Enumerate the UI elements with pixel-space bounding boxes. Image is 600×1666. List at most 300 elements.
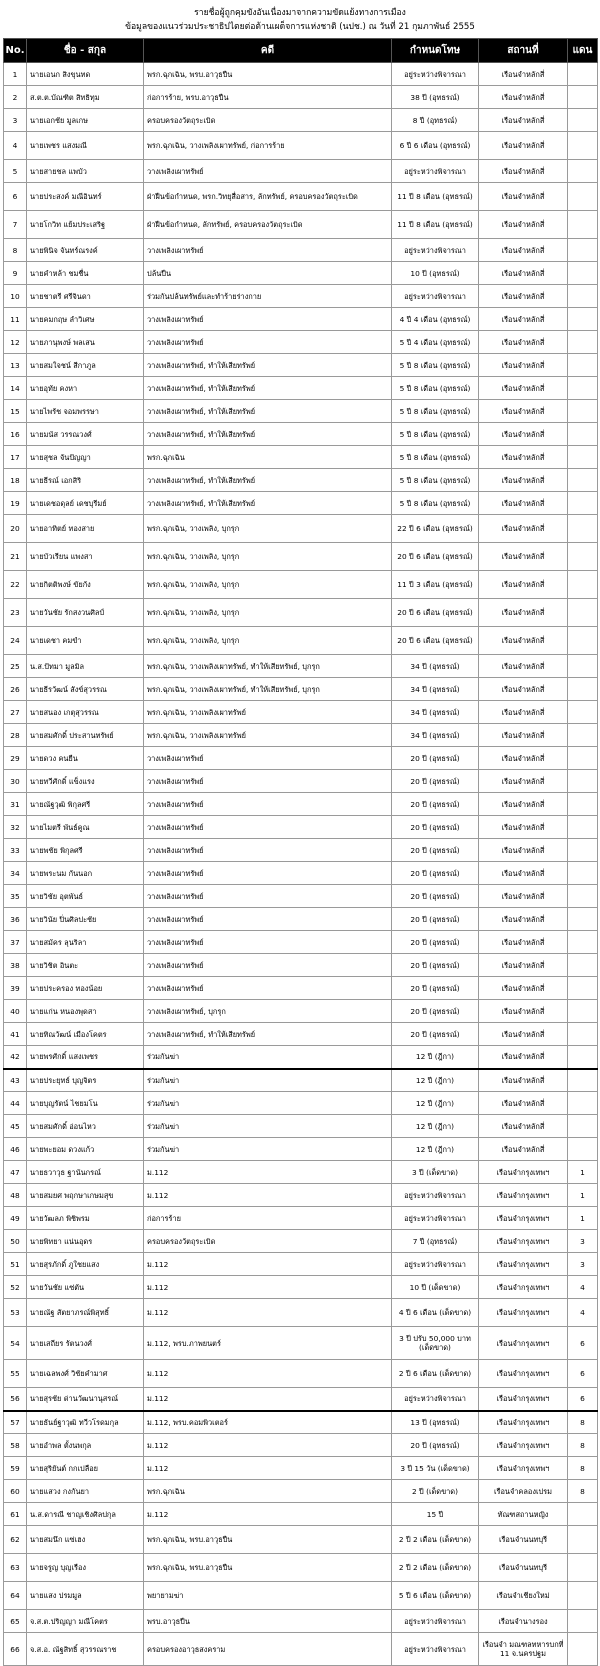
row-case: ม.112 [144,1434,392,1457]
row-number: 46 [4,1138,27,1161]
row-place: เรือนจำกรุงเทพฯ [479,1360,568,1388]
row-name: นายเสถียร รัตนวงศ์ [27,1327,144,1360]
row-name: นายเดชอดุลย์ เดชบุรีมย์ [27,492,144,515]
table-header-row [4,39,598,63]
row-number: 47 [4,1161,27,1184]
row-case: พรก.ฉุกเฉิน, วางเพลิงเผาทรัพย์, ก่อการร้าย [144,132,392,160]
row-term: 12 ปี (ฎีกา) [392,1069,479,1092]
row-zone [568,627,598,655]
row-case: พรก.ฉุกเฉิน, วางเพลิงเผาทรัพย์, ทำให้เสียทรัพย์, บุกรุก [144,678,392,701]
row-name: นายพินิจ จันทร์ณรงค์ [27,239,144,262]
table-row [4,1230,598,1253]
row-number: 6 [4,183,27,211]
table-row [4,1023,598,1046]
row-zone: 8 [568,1411,598,1434]
row-term: 4 ปี 6 เดือน (เด็ดขาด) [392,1299,479,1327]
table-row [4,63,598,86]
table-row [4,160,598,183]
row-name: น.ส.ดารณี ชาญเชิงศิลปกุล [27,1503,144,1526]
row-case: พยายามฆ่า [144,1582,392,1610]
row-place: เรือนจำ มณฑลทหารบกที่ 11 จ.นครปฐม [479,1633,568,1666]
row-number: 61 [4,1503,27,1526]
row-place: เรือนจำกรุงเทพฯ [479,1327,568,1360]
row-case: ม.112 [144,1388,392,1411]
row-name: นายเอกชัย มูลเกษ [27,109,144,132]
row-term: 3 ปี 15 วัน (เด็ดขาด) [392,1457,479,1480]
table-row [4,571,598,599]
row-number: 55 [4,1360,27,1388]
table-row [4,839,598,862]
row-name: นายสุริยันต์ กกเปลือย [27,1457,144,1480]
col-header-no: No. [4,39,27,63]
row-number: 26 [4,678,27,701]
table-row [4,1092,598,1115]
row-place: เรือนจำหลักสี่ [479,770,568,793]
row-term: 34 ปี (อุทธรณ์) [392,655,479,678]
row-zone [568,1046,598,1069]
row-number: 38 [4,954,27,977]
row-term: 15 ปี [392,1503,479,1526]
table-row [4,885,598,908]
row-number: 9 [4,262,27,285]
table-row [4,793,598,816]
row-term: อยู่ระหว่างพิจารณา [392,63,479,86]
row-term: อยู่ระหว่างพิจารณา [392,1207,479,1230]
row-place: เรือนจำหลักสี่ [479,655,568,678]
row-case: ม.112 [144,1360,392,1388]
row-zone: 4 [568,1276,598,1299]
row-case: พรก.ฉุกเฉิน, วางเพลิง, บุกรุก [144,571,392,599]
row-zone [568,86,598,109]
row-number: 37 [4,931,27,954]
row-case: วางเพลิงเผาทรัพย์ [144,308,392,331]
row-term: 12 ปี (ฎีกา) [392,1092,479,1115]
row-zone [568,954,598,977]
row-name: นายอำพล ตั้งนพกุล [27,1434,144,1457]
row-number: 16 [4,423,27,446]
row-zone [568,1610,598,1633]
table-row [4,931,598,954]
row-name: นายอุทัย คงหา [27,377,144,400]
row-number: 49 [4,1207,27,1230]
table-row [4,1138,598,1161]
row-zone [568,400,598,423]
row-case: ฝ่าฝืนข้อกำหนด, ลักทรัพย์, ครอบครองวัตถุระเบิด [144,211,392,239]
row-number: 40 [4,1000,27,1023]
row-number: 45 [4,1115,27,1138]
row-case: พรก.ฉุกเฉิน [144,446,392,469]
row-name: น.ส.ปัทมา มูลมิล [27,655,144,678]
row-case: พรก.ฉุกเฉิน, พรบ.อาวุธปืน [144,63,392,86]
row-number: 27 [4,701,27,724]
row-term: อยู่ระหว่างพิจารณา [392,1388,479,1411]
row-place: เรือนจำหลักสี่ [479,701,568,724]
row-name: นายพระนม กันนอก [27,862,144,885]
row-term: 5 ปี 4 เดือน (อุทธรณ์) [392,331,479,354]
table-row [4,1480,598,1503]
table-row [4,954,598,977]
detainee-table [3,38,598,1666]
document-title: รายชื่อผู้ถูกคุมขังอันเนื่องมาจากความขัดแย้งทางการเมือง [194,8,406,18]
row-zone [568,655,598,678]
row-name: นายสุชล จันปัญญา [27,446,144,469]
row-place: เรือนจำหลักสี่ [479,262,568,285]
col-header-name: ชื่อ - สกุล [27,39,144,63]
row-zone: 6 [568,1327,598,1360]
row-number: 59 [4,1457,27,1480]
table-row [4,977,598,1000]
table-row [4,1207,598,1230]
row-place: เรือนจำหลักสี่ [479,571,568,599]
row-zone [568,160,598,183]
table-row [4,1299,598,1327]
row-number: 13 [4,354,27,377]
row-case: ม.112 [144,1184,392,1207]
row-place: เรือนจำกรุงเทพฯ [479,1184,568,1207]
row-term: 20 ปี 6 เดือน (อุทธรณ์) [392,627,479,655]
row-number: 14 [4,377,27,400]
row-place: เรือนจำหลักสี่ [479,160,568,183]
table-row [4,1000,598,1023]
table-row [4,747,598,770]
table-row [4,1610,598,1633]
row-place: เรือนจำนนทบุรี [479,1526,568,1554]
table-row [4,862,598,885]
row-term: อยู่ระหว่างพิจารณา [392,285,479,308]
row-place: เรือนจำนนทบุรี [479,1554,568,1582]
row-number: 18 [4,469,27,492]
row-case: ม.112 [144,1299,392,1327]
row-number: 4 [4,132,27,160]
table-row [4,354,598,377]
row-case: พรก.ฉุกเฉิน, พรบ.อาวุธปืน [144,1554,392,1582]
row-term: 20 ปี 6 เดือน (อุทธรณ์) [392,599,479,627]
row-case: ร่วมกันฆ่า [144,1092,392,1115]
row-zone [568,931,598,954]
row-term: 6 ปี 6 เดือน (อุทธรณ์) [392,132,479,160]
row-number: 57 [4,1411,27,1434]
row-zone: 3 [568,1253,598,1276]
row-name: นายสุรภักดิ์ ภูใชยแสง [27,1253,144,1276]
row-term: 20 ปี (อุทธรณ์) [392,862,479,885]
table-row [4,1503,598,1526]
table-row [4,331,598,354]
row-number: 10 [4,285,27,308]
table-row [4,701,598,724]
row-case: ปล้นปืน [144,262,392,285]
row-term: 20 ปี (อุทธรณ์) [392,954,479,977]
table-row [4,377,598,400]
row-name: นายดวง คนยืน [27,747,144,770]
row-place: เรือนจำกรุงเทพฯ [479,1434,568,1457]
row-case: ร่วมกันฆ่า [144,1115,392,1138]
row-name: นายวันชัย แซ่ตัน [27,1276,144,1299]
row-name: นายเอนก สิงขุนทด [27,63,144,86]
row-term: 20 ปี (อุทธรณ์) [392,1023,479,1046]
row-case: พรก.ฉุกเฉิน, พรบ.อาวุธปืน [144,1526,392,1554]
row-name: นายสมนึก แซ่เฮง [27,1526,144,1554]
row-zone: 6 [568,1388,598,1411]
row-number: 33 [4,839,27,862]
row-case: วางเพลิงเผาทรัพย์ [144,770,392,793]
row-place: เรือนจำหลักสี่ [479,377,568,400]
table-row [4,1115,598,1138]
row-place: เรือนจำกรุงเทพฯ [479,1388,568,1411]
row-number: 11 [4,308,27,331]
row-number: 2 [4,86,27,109]
row-term: 20 ปี (อุทธรณ์) [392,977,479,1000]
table-row [4,183,598,211]
row-place: เรือนจำหลักสี่ [479,1115,568,1138]
row-place: เรือนจำหลักสี่ [479,1046,568,1069]
row-place: เรือนจำกรุงเทพฯ [479,1253,568,1276]
row-zone [568,1023,598,1046]
row-zone [568,1503,598,1526]
row-zone [568,678,598,701]
row-zone [568,701,598,724]
col-header-zone: แดน [568,39,598,63]
row-zone: 1 [568,1161,598,1184]
row-number: 29 [4,747,27,770]
row-name: นายกิตติพงษ์ ขัยกัง [27,571,144,599]
row-case: ร่วมกันฆ่า [144,1046,392,1069]
row-term: 12 ปี (ฎีกา) [392,1138,479,1161]
row-name: นายสมยศ พฤกษาเกษมสุข [27,1184,144,1207]
row-zone: 1 [568,1184,598,1207]
table-row [4,262,598,285]
row-place: เรือนจำหลักสี่ [479,862,568,885]
table-row [4,1253,598,1276]
row-zone [568,816,598,839]
row-name: นายแก่น หนองพุดสา [27,1000,144,1023]
row-zone [568,599,598,627]
table-row [4,423,598,446]
row-place: เรือนจำหลักสี่ [479,86,568,109]
row-zone: 8 [568,1434,598,1457]
row-name: นายบุญรัตน์ ไชยมโน [27,1092,144,1115]
row-term: 5 ปี 8 เดือน (อุทธรณ์) [392,400,479,423]
row-case: ม.112 [144,1276,392,1299]
row-number: 36 [4,908,27,931]
row-name: จ.ส.ต.ปริญญา มณีโคตร [27,1610,144,1633]
table-row [4,211,598,239]
row-number: 44 [4,1092,27,1115]
table-row [4,908,598,931]
row-term: 3 ปี (เด็ดขาด) [392,1161,479,1184]
row-zone [568,285,598,308]
row-zone: 1 [568,1207,598,1230]
row-case: พรก.ฉุกเฉิน, วางเพลิงเผาทรัพย์ [144,724,392,747]
row-name: นายวิชัย อุตพันธ์ [27,885,144,908]
row-case: ร่วมกันฆ่า [144,1138,392,1161]
row-term: 5 ปี 8 เดือน (อุทธรณ์) [392,446,479,469]
table-row [4,285,598,308]
table-row [4,400,598,423]
row-place: เรือนจำหลักสี่ [479,331,568,354]
row-name: นายสนอง เกตุสุวรรณ [27,701,144,724]
row-name: นายเพชร แสงมณี [27,132,144,160]
row-place: เรือนจำหลักสี่ [479,1000,568,1023]
row-zone [568,211,598,239]
row-name: นายจรูญ บุญเรือง [27,1554,144,1582]
row-place: เรือนจำหลักสี่ [479,1069,568,1092]
row-term: 20 ปี (อุทธรณ์) [392,885,479,908]
table-row [4,1388,598,1411]
row-case: วางเพลิงเผาทรัพย์ [144,839,392,862]
row-place: เรือนจำหลักสี่ [479,627,568,655]
row-zone [568,446,598,469]
col-header-case: คดี [144,39,392,63]
row-number: 52 [4,1276,27,1299]
row-zone [568,183,598,211]
row-zone [568,1554,598,1582]
row-place: เรือนจำหลักสี่ [479,977,568,1000]
row-name: นายณัฐ สัตยาภรณ์พิสุทธิ์ [27,1299,144,1327]
row-term: 2 ปี 2 เดือน (เด็ดขาด) [392,1526,479,1554]
row-name: นายแสง ปรมมูล [27,1582,144,1610]
row-term: 2 ปี 6 เดือน (เด็ดขาด) [392,1360,479,1388]
row-term: 3 ปี ปรับ 50,000 บาท (เด็ดขาด) [392,1327,479,1360]
row-case: วางเพลิงเผาทรัพย์, ทำให้เสียทรัพย์ [144,492,392,515]
table-row [4,1526,598,1554]
row-number: 31 [4,793,27,816]
row-number: 15 [4,400,27,423]
row-zone [568,1138,598,1161]
table-row [4,1327,598,1360]
row-term: 4 ปี 4 เดือน (อุทธรณ์) [392,308,479,331]
row-name: นายวิชิต อินตะ [27,954,144,977]
row-zone [568,747,598,770]
row-zone [568,571,598,599]
row-place: เรือนจำหลักสี่ [479,423,568,446]
table-row [4,724,598,747]
row-name: นายสายชล แพบัว [27,160,144,183]
table-row [4,1046,598,1069]
row-number: 20 [4,515,27,543]
row-place: เรือนจำหลักสี่ [479,931,568,954]
row-zone: 8 [568,1480,598,1503]
table-row [4,515,598,543]
row-number: 24 [4,627,27,655]
row-term: 20 ปี (อุทธรณ์) [392,816,479,839]
row-zone: 4 [568,1299,598,1327]
row-zone [568,770,598,793]
row-place: เรือนจำกรุงเทพฯ [479,1276,568,1299]
row-case: ม.112, พรบ.คอมพิวเตอร์ [144,1411,392,1434]
row-number: 62 [4,1526,27,1554]
row-number: 17 [4,446,27,469]
table-row [4,1276,598,1299]
row-place: เรือนจำกรุงเทพฯ [479,1411,568,1434]
row-name: นายแสวง กงกันยา [27,1480,144,1503]
row-name: นายไพรัช จอมพรรษา [27,400,144,423]
row-name: นายไมตรี พันธ์คูณ [27,816,144,839]
row-place: เรือนจำหลักสี่ [479,885,568,908]
row-name: นายประครอง ทองน้อย [27,977,144,1000]
row-number: 41 [4,1023,27,1046]
row-zone [568,885,598,908]
row-name: นายเดชา คมขำ [27,627,144,655]
row-place: เรือนจำหลักสี่ [479,400,568,423]
table-row [4,1633,598,1666]
row-name: นายสมใจชน์ สีกาภูล [27,354,144,377]
row-zone [568,331,598,354]
row-number: 34 [4,862,27,885]
row-number: 25 [4,655,27,678]
row-term: 12 ปี (ฎีกา) [392,1046,479,1069]
row-case: วางเพลิงเผาทรัพย์, บุกรุก [144,1000,392,1023]
row-place: เรือนจำหลักสี่ [479,109,568,132]
table-row [4,1360,598,1388]
row-name: ส.ต.ต.บัณฑิต สิทธิทุม [27,86,144,109]
table-row [4,1184,598,1207]
row-number: 48 [4,1184,27,1207]
row-case: วางเพลิงเผาทรัพย์ [144,160,392,183]
row-zone [568,308,598,331]
row-zone [568,1526,598,1554]
row-term: 8 ปี (อุทธรณ์) [392,109,479,132]
row-term: 20 ปี (อุทธรณ์) [392,770,479,793]
row-case: ก่อการร้าย [144,1207,392,1230]
row-name: นายสุรชัย ด่านวัฒนานุสรณ์ [27,1388,144,1411]
table-row [4,543,598,571]
row-case: ม.112 [144,1503,392,1526]
row-place: เรือนจำหลักสี่ [479,239,568,262]
row-zone [568,1582,598,1610]
row-name: จ.ส.อ. ณัฐสิทธิ์ สุวรรณราช [27,1633,144,1666]
row-name: นายประยุทธ์ บุญจิตร [27,1069,144,1092]
row-place: เรือนจำหลักสี่ [479,469,568,492]
row-place: เรือนจำหลักสี่ [479,183,568,211]
document-subtitle: ข้อมูลของแนวร่วมประชาธิปไตยต่อต้านเผด็จการแห่งชาติ (นปช.) ณ วันที่ 21 กุมภาพันธ์ 2555 [125,22,475,32]
row-zone [568,469,598,492]
table-row [4,1554,598,1582]
row-place: เรือนจำหลักสี่ [479,1138,568,1161]
row-name: นายมนัส วรรณวงศ์ [27,423,144,446]
row-term: อยู่ระหว่างพิจารณา [392,160,479,183]
row-zone [568,109,598,132]
row-term: 10 ปี (เด็ดขาด) [392,1276,479,1299]
row-zone [568,793,598,816]
row-case: พรก.ฉุกเฉิน [144,1480,392,1503]
row-term: 5 ปี 8 เดือน (อุทธรณ์) [392,469,479,492]
row-place: เรือนจำเชียงใหม่ [479,1582,568,1610]
row-term: 11 ปี 3 เดือน (อุทธรณ์) [392,571,479,599]
row-case: ม.112, พรบ.ภาพยนตร์ [144,1327,392,1360]
row-case: พรก.ฉุกเฉิน, วางเพลิง, บุกรุก [144,543,392,571]
row-name: นายวันชัย รักสงวนศิลป์ [27,599,144,627]
row-term: 2 ปี (เด็ดขาด) [392,1480,479,1503]
row-name: นายวัฒลภ พิชิพรม [27,1207,144,1230]
row-case: วางเพลิงเผาทรัพย์ [144,239,392,262]
row-number: 1 [4,63,27,86]
table-row [4,446,598,469]
row-term: 20 ปี (อุทธรณ์) [392,839,479,862]
row-place: เรือนจำหลักสี่ [479,908,568,931]
row-term: 11 ปี 8 เดือน (อุทธรณ์) [392,183,479,211]
row-case: พรก.ฉุกเฉิน, วางเพลิงเผาทรัพย์, ทำให้เสียทรัพย์, บุกรุก [144,655,392,678]
row-place: เรือนจำหลักสี่ [479,446,568,469]
row-case: วางเพลิงเผาทรัพย์ [144,954,392,977]
row-zone [568,1069,598,1092]
col-header-term: กำหนดโทษ [392,39,479,63]
row-term: 20 ปี 6 เดือน (อุทธรณ์) [392,543,479,571]
row-case: ครอบครองวัตถุระเบิด [144,1230,392,1253]
row-case: วางเพลิงเผาทรัพย์ [144,816,392,839]
row-case: วางเพลิงเผาทรัพย์, ทำให้เสียทรัพย์ [144,400,392,423]
row-number: 63 [4,1554,27,1582]
row-case: ร่วมกันฆ่า [144,1069,392,1092]
